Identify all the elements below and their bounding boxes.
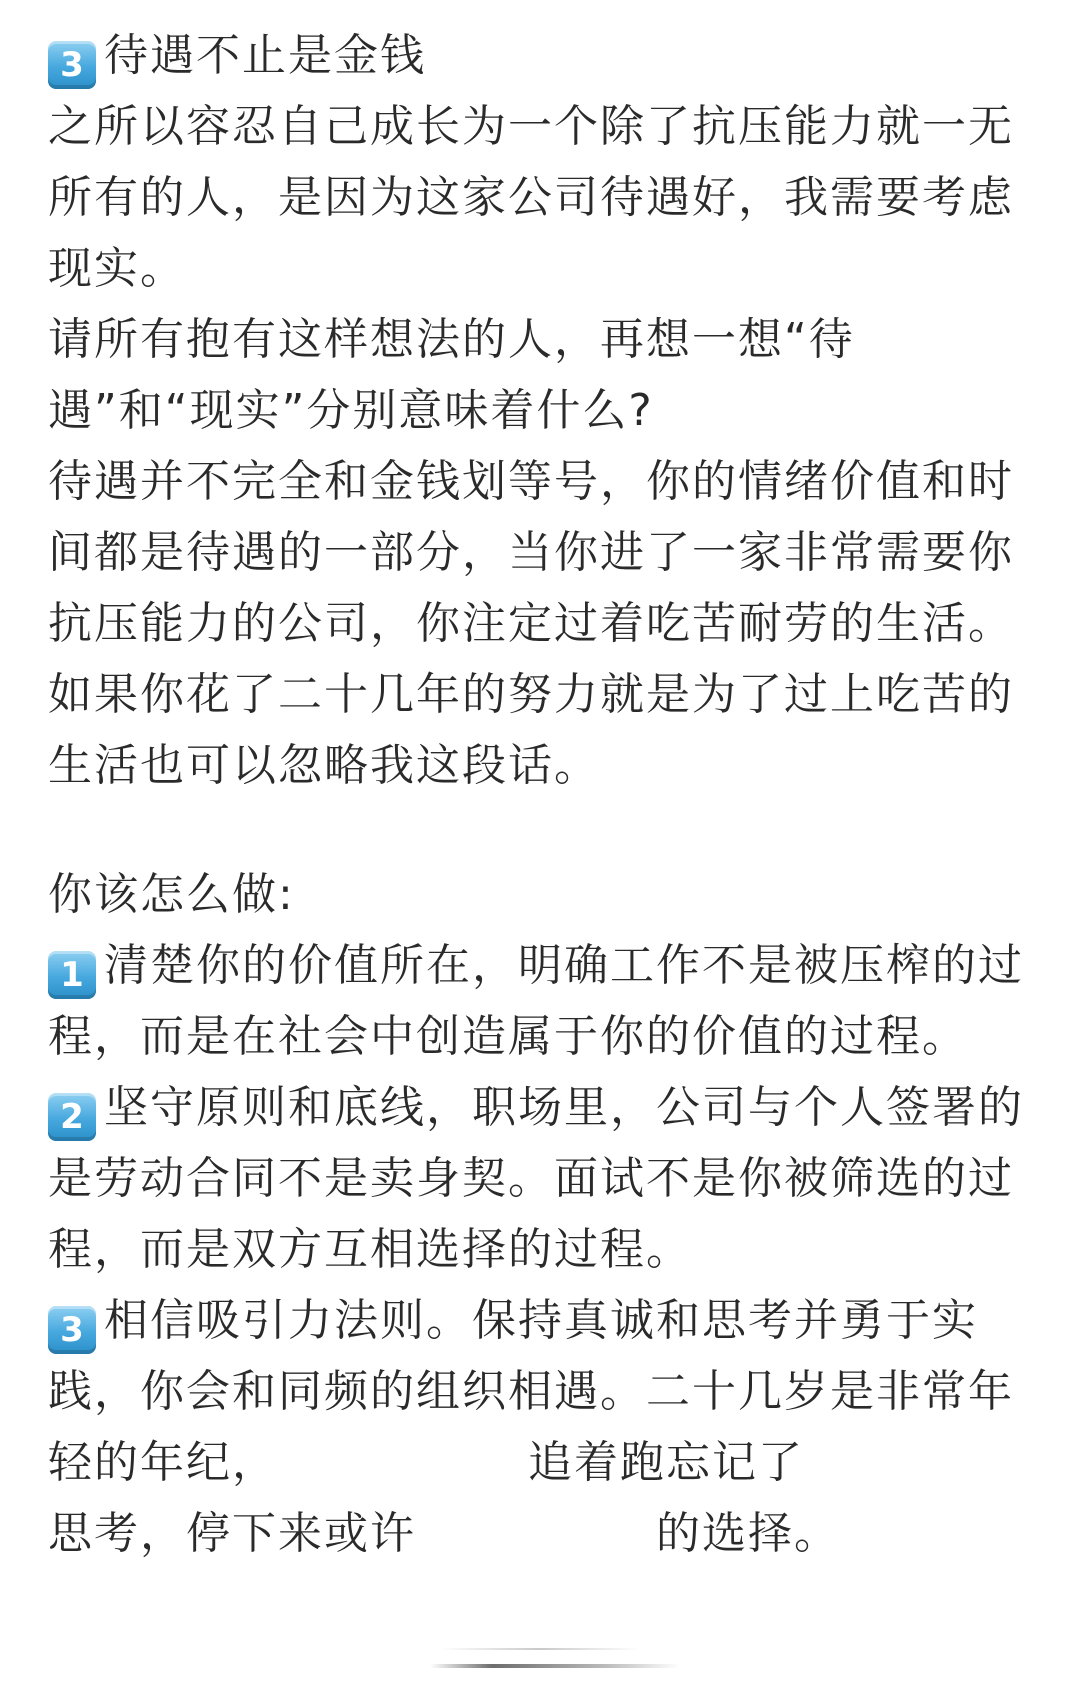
list-item-3-text-after-blur-2: 的选择。 [656, 1508, 840, 1559]
paragraph-1: 之所以容忍自己成长为一个除了抗压能力就一无所有的人，是因为这家公司待遇好，我需要考虑现实。 [48, 101, 1014, 294]
list-item-3 [48, 1285, 1038, 1569]
paragraph-2: 请所有抱有这样想法的人，再想一想“待遇”和“现实”分别意味着什么? [48, 314, 855, 436]
list-item-1 [48, 930, 1038, 1072]
paragraph-3: 待遇并不完全和金钱划等号，你的情绪价值和时间都是待遇的一部分，当你进了一家非常需要你抗压能力的公司，你注定过着吃苦耐劳的生活。如果你花了二十几年的努力就是为了过上吃苦的生活也可以忽略我这段话。 [48, 456, 1014, 791]
blur-streak [430, 1664, 680, 1668]
blur-streak-faint [440, 1648, 640, 1650]
keycap-3b-icon: 3 [48, 1306, 96, 1354]
list-item-1-text: 清楚你的价值所在，明确工作不是被压榨的过程，而是在社会中创造属于你的价值的过程。 [48, 940, 1024, 1062]
paragraph-gap [48, 801, 1038, 859]
keycap-2-icon: 2 [48, 1093, 96, 1141]
section-heading-title: 待遇不止是金钱 [104, 30, 426, 81]
list-item-3-text-after-blur-1: 追着跑忘记了 [528, 1437, 804, 1488]
section-heading [48, 20, 1038, 91]
keycap-1-icon: 1 [48, 951, 96, 999]
list-item-2 [48, 1072, 1038, 1285]
advice-heading: 你该怎么做: [48, 869, 295, 920]
list-item-3-text-line2: 思考，停下来或许 [48, 1508, 416, 1559]
list-item-3-text: 相信吸引力法则。保持真诚和思考并勇于实践，你会和同频的组织相遇。二十几岁是非常年轻的年纪， [48, 1295, 1014, 1488]
keycap-3-icon: 3 [48, 41, 96, 89]
list-item-2-text: 坚守原则和底线，职场里，公司与个人签署的是劳动合同不是卖身契。面试不是你被筛选的过程，而是双方互相选择的过程。 [48, 1082, 1024, 1275]
